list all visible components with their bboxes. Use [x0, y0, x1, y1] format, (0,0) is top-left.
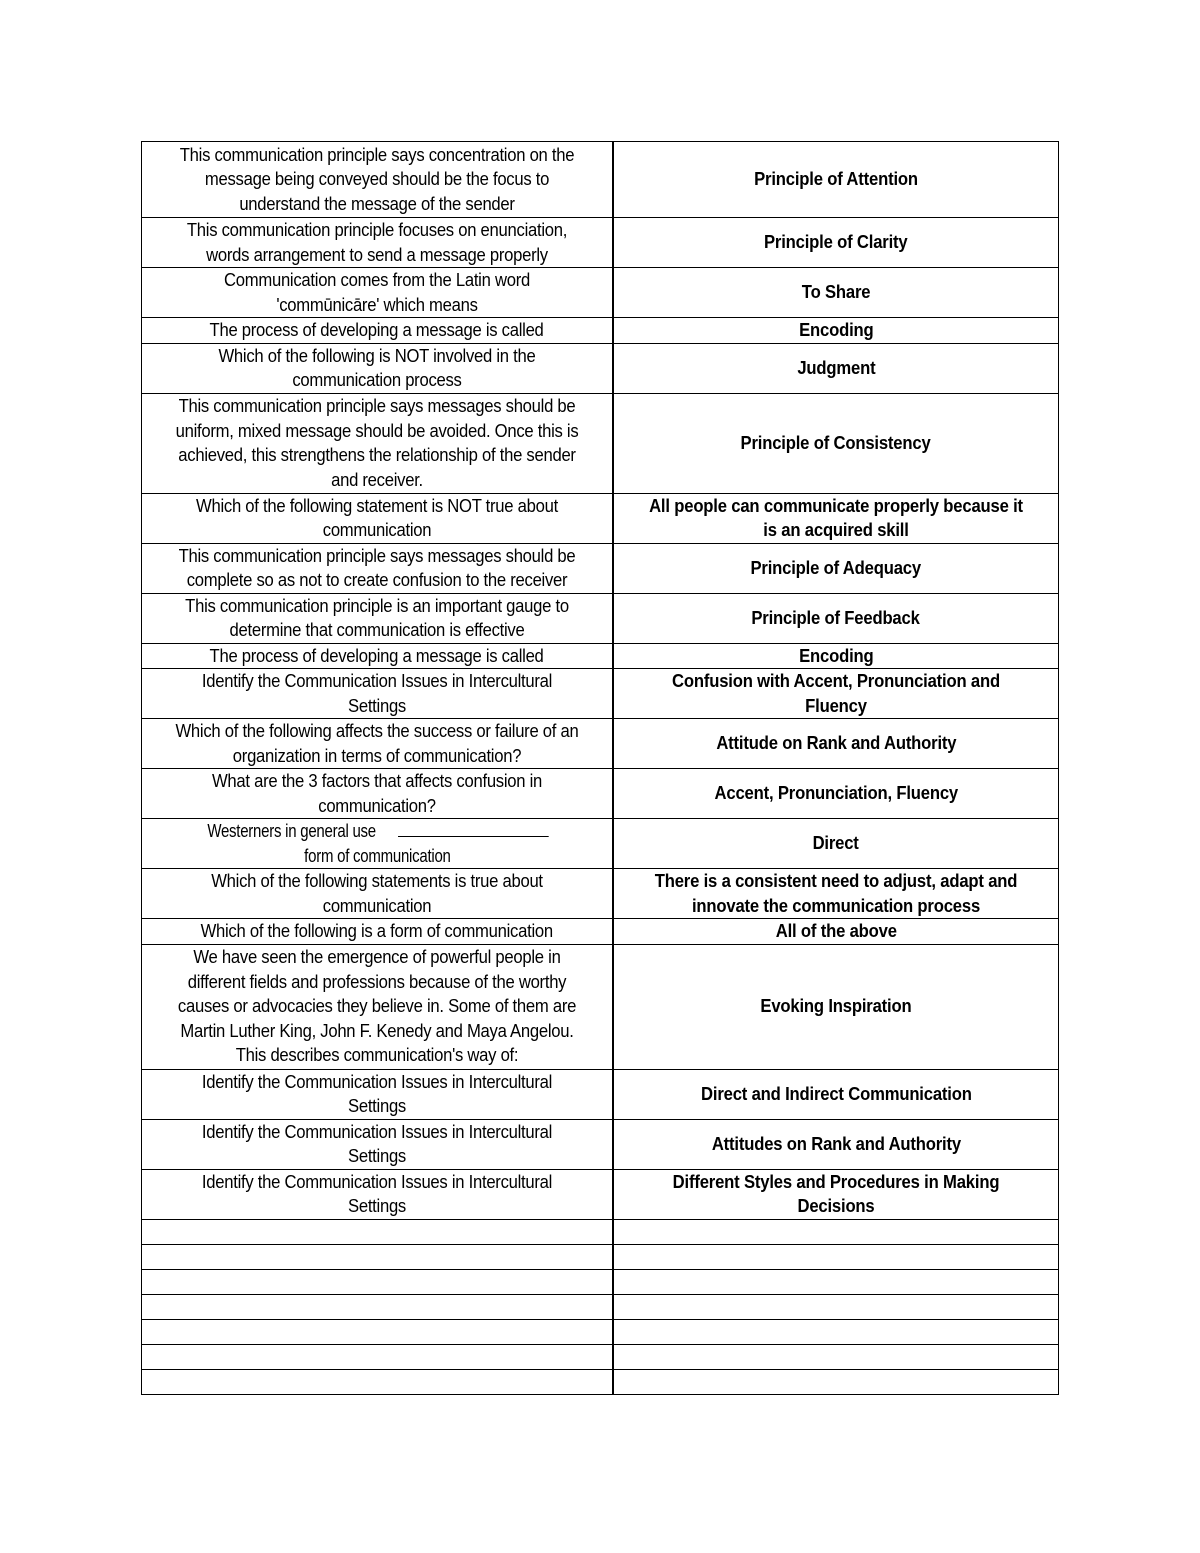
question-text: Identify the Communication Issues in Intercultural Settings — [201, 670, 553, 716]
question-cell — [142, 1169, 614, 1219]
answer-cell — [613, 343, 1059, 393]
question-text: This communication principle says messages should be uniform, mixed message should be avoided. Once this is achieved, this strengthens the relationship of the sender and receiver. — [175, 395, 579, 490]
answer-text: All people can communicate properly because it is an acquired skill — [649, 494, 1023, 540]
question-text-fill-blank — [197, 819, 556, 868]
question-cell — [142, 719, 614, 769]
answer-cell — [613, 543, 1059, 593]
question-cell — [142, 769, 614, 819]
question-suffix: form of communication — [303, 844, 451, 866]
answer-text: Attitude on Rank and Authority — [715, 732, 957, 754]
empty-cell — [613, 1344, 1059, 1369]
question-text: Communication comes from the Latin word 'commūnicāre' which means — [224, 269, 530, 315]
answer-text: Different Styles and Procedures in Making Decisions — [672, 1170, 1000, 1216]
answer-text: Principle of Adequacy — [750, 556, 922, 578]
question-text: Which of the following is a form of communication — [200, 920, 554, 941]
question-prefix: Westerners in general use — [206, 820, 376, 841]
table-row — [142, 1069, 1059, 1119]
answer-cell — [613, 393, 1059, 493]
table-row — [142, 493, 1059, 543]
empty-row — [142, 1319, 1059, 1344]
answer-cell — [613, 1069, 1059, 1119]
table-row — [142, 543, 1059, 593]
empty-row — [142, 1369, 1059, 1394]
question-cell — [142, 869, 614, 919]
question-text: Identify the Communication Issues in Intercultural Settings — [201, 1170, 553, 1216]
question-text: Which of the following statement is NOT true about communication — [196, 494, 558, 540]
answer-text: To Share — [801, 281, 871, 303]
empty-row — [142, 1269, 1059, 1294]
empty-row — [142, 1244, 1059, 1269]
empty-cell — [142, 1219, 614, 1244]
question-text: This communication principle says messages should be complete so as not to create confusion to the receiver — [178, 544, 576, 590]
answer-text: Confusion with Accent, Pronunciation and Fluency — [672, 670, 1000, 716]
answer-cell — [613, 1119, 1059, 1169]
answer-text: Principle of Attention — [754, 168, 918, 190]
empty-cell — [613, 1319, 1059, 1344]
question-cell — [142, 393, 614, 493]
table-row — [142, 593, 1059, 643]
question-cell — [142, 1069, 614, 1119]
table-row — [142, 643, 1059, 669]
question-text: This communication principle focuses on enunciation, words arrangement to send a message properly — [186, 219, 568, 265]
question-text: Identify the Communication Issues in Intercultural Settings — [201, 1120, 553, 1166]
question-cell — [142, 318, 614, 344]
table-row — [142, 218, 1059, 268]
empty-cell — [613, 1369, 1059, 1394]
question-text: Which of the following statements is true about communication — [211, 870, 543, 916]
table-row — [142, 869, 1059, 919]
empty-cell — [142, 1319, 614, 1344]
question-cell — [142, 593, 614, 643]
empty-row — [142, 1294, 1059, 1319]
answer-cell — [613, 669, 1059, 719]
answer-cell — [613, 268, 1059, 318]
question-text: Identify the Communication Issues in Intercultural Settings — [201, 1070, 553, 1116]
table-row — [142, 769, 1059, 819]
table-row — [142, 1169, 1059, 1219]
answer-text: Direct — [812, 832, 860, 854]
table-row — [142, 393, 1059, 493]
question-text: This communication principle says concentration on the message being conveyed should be the focus to understand the message of the sender — [179, 143, 575, 214]
question-cell — [142, 543, 614, 593]
answer-cell — [613, 919, 1059, 945]
answer-cell — [613, 769, 1059, 819]
question-cell — [142, 218, 614, 268]
table-row — [142, 1119, 1059, 1169]
question-text: Which of the following affects the success or failure of an organization in terms of communication? — [175, 720, 579, 766]
question-text: What are the 3 factors that affects confusion in communication? — [211, 770, 543, 816]
question-cell — [142, 643, 614, 669]
empty-cell — [142, 1269, 614, 1294]
question-text: The process of developing a message is called — [209, 319, 544, 340]
answer-cell — [613, 493, 1059, 543]
question-cell — [142, 493, 614, 543]
empty-cell — [613, 1219, 1059, 1244]
question-cell — [142, 919, 614, 945]
answer-cell — [613, 593, 1059, 643]
empty-cell — [142, 1244, 614, 1269]
answer-text: Attitudes on Rank and Authority — [711, 1132, 961, 1154]
answer-text: Principle of Clarity — [764, 231, 908, 253]
empty-cell — [613, 1294, 1059, 1319]
question-text: We have seen the emergence of powerful people in different fields and professions because of the worthy causes or advocacies they believe in. Some of them are Martin Luther King, John F. Kenedy and Maya Angelou. This describes communication's way of: — [177, 946, 577, 1066]
fill-in-blank-line — [397, 822, 548, 837]
answer-cell — [613, 869, 1059, 919]
empty-cell — [142, 1294, 614, 1319]
table-row — [142, 944, 1059, 1069]
answer-text: Accent, Pronunciation, Fluency — [714, 782, 958, 804]
answer-cell — [613, 1169, 1059, 1219]
answer-cell — [613, 643, 1059, 669]
answer-text: All of the above — [775, 920, 897, 941]
quiz-table — [141, 141, 1059, 1395]
question-cell — [142, 343, 614, 393]
empty-cell — [142, 1369, 614, 1394]
answer-cell — [613, 318, 1059, 344]
question-cell — [142, 944, 614, 1069]
answer-text: Principle of Consistency — [741, 431, 931, 453]
answer-text: Principle of Feedback — [751, 606, 921, 628]
table-row — [142, 142, 1059, 218]
question-cell — [142, 142, 614, 218]
answer-text: Encoding — [798, 319, 874, 340]
question-text: Which of the following is NOT involved in the communication process — [218, 344, 536, 390]
answer-text: Direct and Indirect Communication — [700, 1082, 972, 1104]
table-row — [142, 719, 1059, 769]
answer-cell — [613, 218, 1059, 268]
table-row — [142, 268, 1059, 318]
question-text: This communication principle is an important gauge to determine that communication is effective — [185, 594, 569, 640]
empty-row — [142, 1344, 1059, 1369]
table-row — [142, 669, 1059, 719]
question-cell — [142, 669, 614, 719]
empty-row — [142, 1219, 1059, 1244]
empty-cell — [613, 1269, 1059, 1294]
table-row — [142, 919, 1059, 945]
empty-cell — [613, 1244, 1059, 1269]
table-row — [142, 318, 1059, 344]
answer-text: Judgment — [796, 356, 876, 378]
question-text: The process of developing a message is called — [209, 644, 544, 666]
answer-text: Encoding — [798, 644, 874, 666]
answer-cell — [613, 719, 1059, 769]
question-cell — [142, 268, 614, 318]
answer-cell — [613, 142, 1059, 218]
answer-text: Evoking Inspiration — [760, 995, 912, 1017]
answer-cell — [613, 944, 1059, 1069]
answer-text: There is a consistent need to adjust, adapt and innovate the communication process — [654, 870, 1018, 916]
table-row — [142, 819, 1059, 869]
empty-cell — [142, 1344, 614, 1369]
answer-cell — [613, 819, 1059, 869]
question-cell — [142, 819, 614, 869]
table-row — [142, 343, 1059, 393]
question-cell — [142, 1119, 614, 1169]
